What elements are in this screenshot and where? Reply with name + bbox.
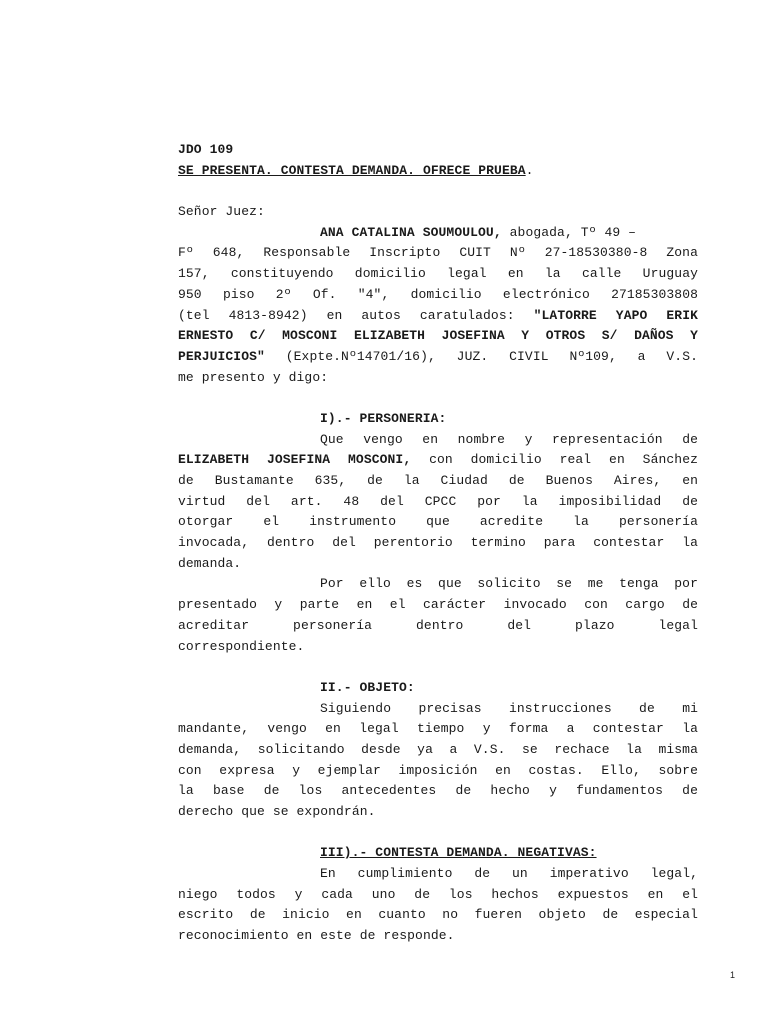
section-title-objeto: II.- OBJETO: xyxy=(320,679,415,695)
case-title: "LATORRE YAPO ERIK xyxy=(533,307,698,323)
section-line: Siguiendo precisas instrucciones de mi xyxy=(320,700,698,716)
section-line: Que vengo en nombre y representación de xyxy=(320,431,698,447)
salutation: Señor Juez: xyxy=(178,204,265,220)
section-line xyxy=(178,450,698,471)
section-line: otorgar el instrumento que acredite la personería xyxy=(178,514,698,530)
case-title-line: ERNESTO C/ MOSCONI ELIZABETH JOSEFINA Y OTROS S/ DAÑOS Y xyxy=(178,328,698,344)
intro-text: abogada, Tº 49 – xyxy=(501,224,637,240)
section-title-personeria: I).- PERSONERIA: xyxy=(320,410,447,426)
intro-line xyxy=(178,347,698,368)
court-label: JDO 109 xyxy=(178,142,234,157)
section-line: de Bustamante 635, de la Ciudad de Buenos Aires, en xyxy=(178,473,698,488)
spacer xyxy=(178,388,698,409)
page-number: 1 xyxy=(729,970,735,980)
spacer xyxy=(178,823,698,844)
section-line: demanda. xyxy=(178,555,242,571)
section-line: Por ello es que solicito se me tenga por xyxy=(320,576,698,592)
intro-line: me presento y digo: xyxy=(178,369,329,385)
document-body xyxy=(178,140,698,947)
section-line: la base de los antecedentes de hecho y fundamentos de xyxy=(178,783,698,799)
section-line: niego todos y cada uno de los hechos expuestos en el xyxy=(178,886,698,902)
heading-text: SE PRESENTA. CONTESTA DEMANDA. OFRECE PRUEBA xyxy=(178,162,526,178)
section-text: con domicilio real en Sánchez xyxy=(411,452,698,468)
section-line: derecho que se expondrán. xyxy=(178,804,376,819)
heading-period: . xyxy=(525,162,534,178)
section-line: con expresa y ejemplar imposición en costas. Ello, sobre xyxy=(178,762,698,778)
section-title-negativas: III).- CONTESTA DEMANDA. NEGATIVAS: xyxy=(320,845,597,861)
spacer xyxy=(178,657,698,678)
section-line: demanda, solicitando desde ya a V.S. se rechace la misma xyxy=(178,741,698,757)
section-line: acreditar personería dentro del plazo legal xyxy=(178,617,698,633)
client-name: ELIZABETH JOSEFINA MOSCONI, xyxy=(178,452,412,468)
intro-line xyxy=(178,223,698,244)
intro-line: Fº 648, Responsable Inscripto CUIT Nº 27-18530380-8 Zona xyxy=(178,245,698,261)
section-line: invocada, dentro del perentorio termino para contestar la xyxy=(178,535,698,551)
intro-line xyxy=(178,306,698,327)
section-line: correspondiente. xyxy=(178,638,305,654)
section-line: virtud del art. 48 del CPCC por la imposibilidad de xyxy=(178,493,698,509)
intro-line: 157, constituyendo domicilio legal en la calle Uruguay xyxy=(178,266,698,282)
section-line: escrito de inicio en cuanto no fueren objeto de especial xyxy=(178,907,698,923)
section-line: reconocimiento en este de responde. xyxy=(178,928,455,944)
section-line: mandante, vengo en legal tiempo y forma a contestar la xyxy=(178,721,698,737)
lawyer-name: ANA CATALINA SOUMOULOU, xyxy=(320,224,502,240)
section-line: En cumplimiento de un imperativo legal, xyxy=(320,866,698,882)
spacer xyxy=(178,181,698,202)
document-heading xyxy=(178,161,698,182)
intro-line: 950 piso 2º Of. "4", domicilio electrónico 27185303808 xyxy=(178,286,698,302)
intro-text: (tel 4813-8942) en autos caratulados: xyxy=(178,307,534,323)
intro-text: (Expte.Nº14701/16), JUZ. CIVIL Nº109, a V.S. xyxy=(264,348,698,364)
case-title: PERJUICIOS" xyxy=(178,348,265,364)
section-line: presentado y parte en el carácter invocado con cargo de xyxy=(178,597,698,613)
